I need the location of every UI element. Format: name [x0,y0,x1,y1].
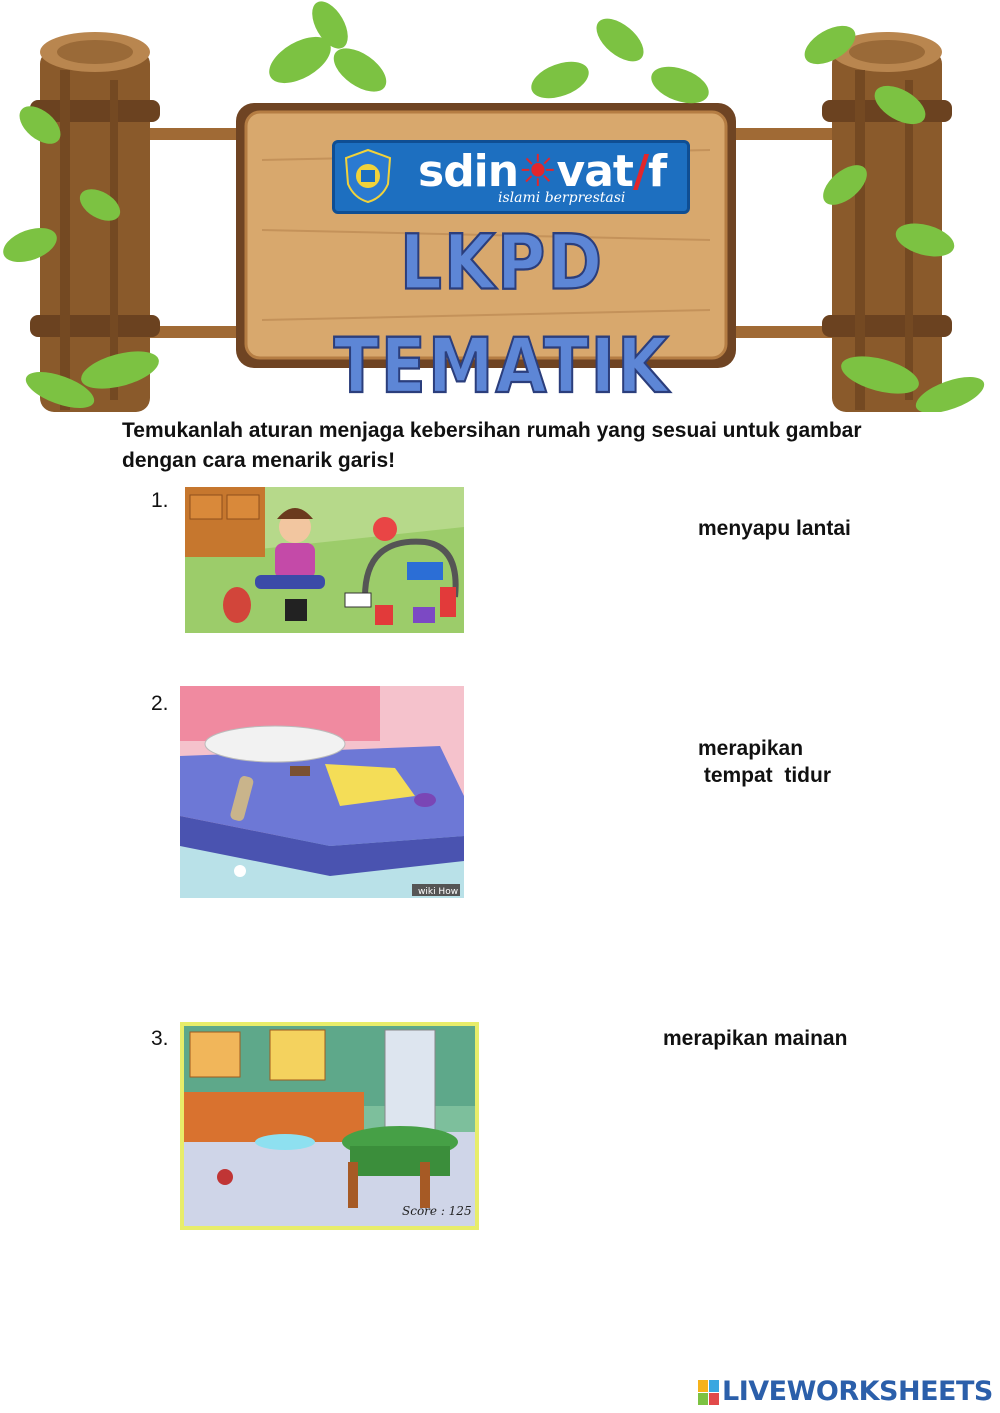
item-number: 2. [151,692,169,715]
school-logo-tagline: islami berprestasi [498,190,626,206]
school-crest-icon [342,148,394,204]
messy-bed-picture[interactable] [180,686,464,898]
game-score: Score : 125 [402,1204,472,1218]
instruction-text: Temukanlah aturan menjaga kebersihan rumah yang sesuai untuk gambar dengan cara menarik garis! [122,419,862,472]
answer-option[interactable]: merapikan mainan [663,1027,848,1050]
messy-kitchen-picture[interactable] [180,1022,479,1230]
school-logo-brand: sdin☀vat/f [418,146,667,197]
wikihow-watermark: wiki How [418,887,459,897]
page-title: LKPD TEMATIK [333,218,671,411]
answer-option[interactable]: merapikan tempat tidur [698,737,832,787]
liveworksheets-brand: LIVEWORKSHEETS [722,1376,993,1407]
item-number: 1. [151,489,169,512]
answer-option[interactable]: menyapu lantai [698,517,851,540]
item-number: 3. [151,1027,169,1050]
liveworksheets-logo-icon [698,1380,720,1406]
sun-o-icon: ☀ [518,146,557,197]
messy-toys-picture[interactable] [185,487,464,633]
